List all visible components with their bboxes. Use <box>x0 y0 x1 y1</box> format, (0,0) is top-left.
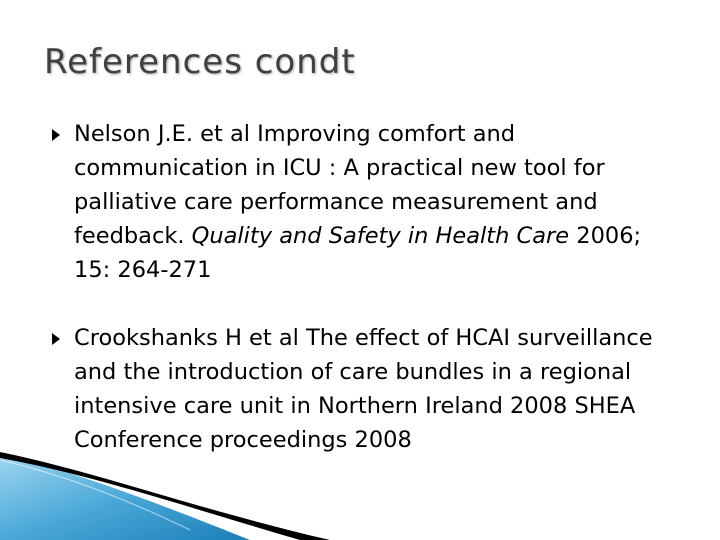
reference-text <box>74 117 682 287</box>
slide-title: References condt <box>44 42 356 82</box>
reference-item <box>52 321 682 457</box>
bullet-arrow-icon <box>52 129 60 141</box>
reference-volume: 15 <box>74 257 103 283</box>
swoosh-blue-shape <box>0 454 250 540</box>
reference-authors-title: Nelson J.E. et al Improving comfort and communication in ICU : A practical new tool for palliative care performance measurement and feedback. <box>74 121 605 249</box>
reference-pages: : 264-271 <box>102 257 212 283</box>
reference-item <box>52 117 682 287</box>
bullet-arrow-icon <box>52 333 60 345</box>
reference-list <box>52 117 682 491</box>
reference-text: Crookshanks H et al The effect of HCAI surveillance and the introduction of care bundles in a regional intensive care unit in Northern Ireland 2008 SHEA Conference proceedings 2008 <box>74 325 653 453</box>
decorative-swoosh <box>0 440 330 540</box>
reference-journal: Quality and Safety in Health Care <box>191 223 570 249</box>
reference-year: 2006; <box>569 223 642 249</box>
